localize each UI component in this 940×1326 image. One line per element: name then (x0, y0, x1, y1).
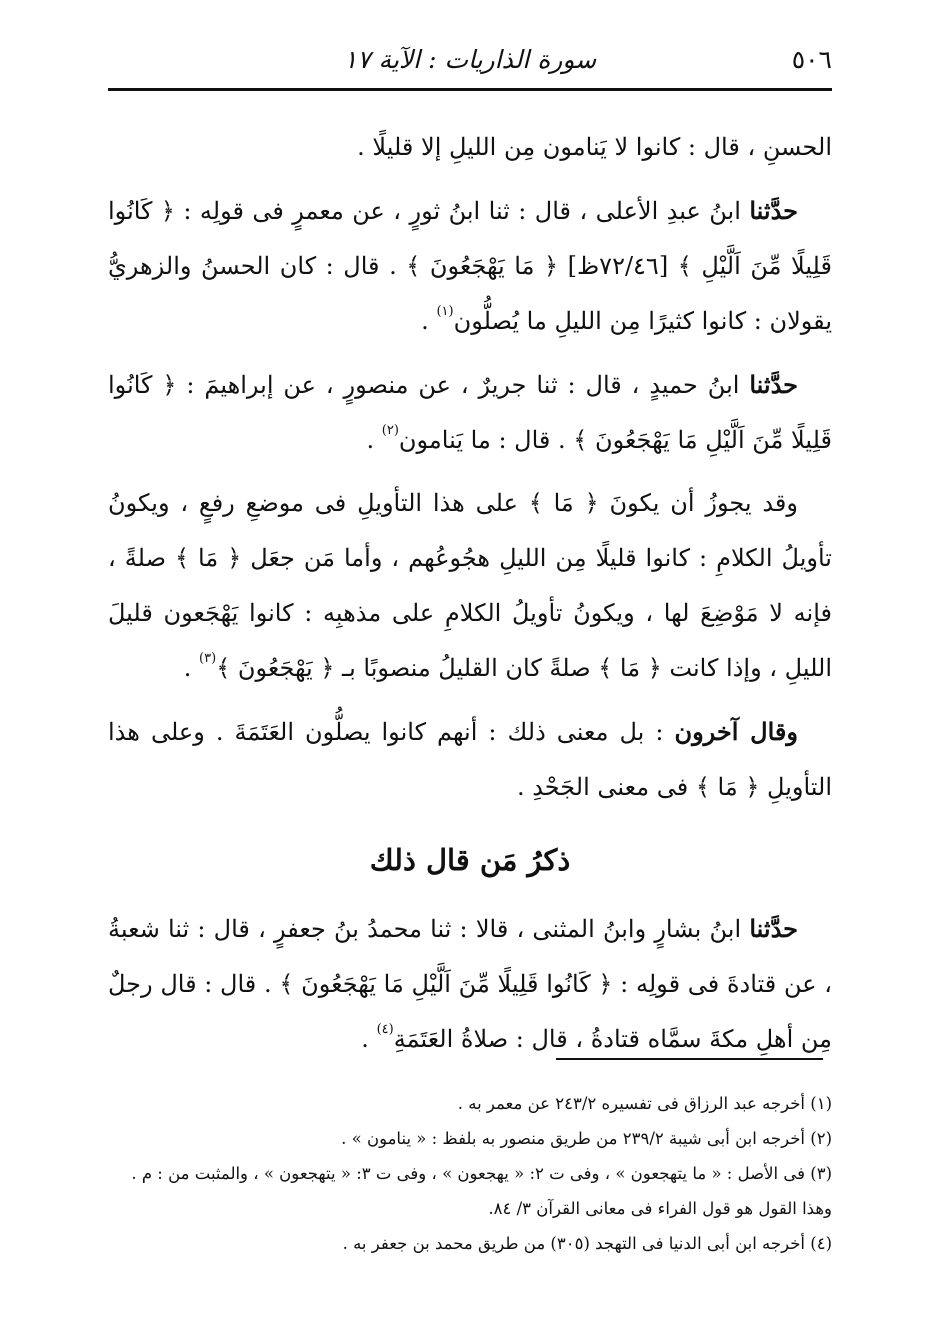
narration-lead: حدَّثنا (749, 370, 798, 399)
quran-quote: ﴿ كَانُوا قَلِيلًا مِّنَ اَلَّيْلِ مَا يَهْجَعُونَ ﴾ (108, 371, 832, 454)
paragraph-6 (108, 901, 832, 1067)
quran-quote: ﴿ مَا ﴾ (695, 773, 760, 801)
page-header (108, 34, 832, 84)
footnote-4: (٤) أخرجه ابن أبى الدنيا فى التهجد (٣٠٥) من طريق محمد بن جعفر به . (342, 1234, 832, 1253)
paragraph-text: . قال : ما يَنامون (398, 426, 574, 454)
paragraph-text: على هذا التأويلِ فى موضعِ رفعٍ ، ويكونُ تأويلُ الكلامِ : كانوا قليلًا مِن الليلِ هجُوعُهم ، وأما مَن جعَل (108, 489, 832, 572)
footnote-marker: (٣) (199, 651, 217, 666)
paragraph-3 (108, 357, 832, 468)
paragraph-text: ابنُ حميدٍ ، قال : ثنا جريرٌ ، عن منصورٍ ، عن إبراهيمَ : (176, 371, 750, 399)
paragraph-end: . (421, 307, 437, 335)
main-text (108, 120, 832, 1075)
paragraph-text: ابنُ عبدِ الأعلى ، قال : ثنا ابنُ ثورٍ ، عن معمرٍ فى قولِه : (174, 197, 750, 225)
paragraph-1 (108, 120, 832, 175)
quran-quote: ﴿ مَا ﴾ (598, 654, 662, 682)
section-heading: ذكرُ مَن قال ذلك (369, 843, 571, 877)
paragraph-end: . (183, 654, 200, 682)
footnotes (108, 1086, 832, 1261)
quran-quote: ﴿ كَانُوا قَلِيلًا مِّنَ اَلَّيْلِ مَا يَهْجَعُونَ ﴾ (279, 970, 613, 998)
paragraph-5 (108, 704, 832, 815)
footnote-marker: (١) (436, 304, 454, 319)
paragraph-text: صلةً ، فإنه لا مَوْضِعَ لها ، ويكونُ تأويلُ الكلامِ على مذهبِه : كانوا يَهْجَعون قليلَ الليلِ ، وإذا كانت (108, 544, 832, 682)
footnote-3: (٣) فى الأصل : « ما يتهجعون » ، وفى ت ٢: « يهجعون » ، وفى ت ٣: « يتهجعون » ، والمثبت من : م . (131, 1164, 832, 1183)
paragraph-text: وقد يجوزُ أن يكونَ (598, 489, 798, 517)
manuscript-page-ref: [٧٢/٤٦ظ] (567, 252, 669, 280)
paragraph-2 (108, 183, 832, 349)
footnote-marker: (٢) (381, 423, 399, 438)
paragraph-text: ابنُ بشارٍ وابنُ المثنى ، قالا : ثنا محمدُ بنُ جعفرٍ ، قال : ثنا شعبةُ ، عن قتادةَ فى قولِه : (108, 915, 832, 998)
paragraph-text: صلةً كان القليلُ منصوبًا بـ (334, 654, 599, 682)
paragraph-end: . (366, 426, 382, 454)
footnote-3-continued: وهذا القول هو قول الفراء فى معانى القرآن ٣/ ٨٤. (488, 1199, 832, 1218)
paragraph-text: الحسنِ ، قال : كانوا لا يَنامون مِن الليلِ إلا قليلًا . (357, 133, 832, 161)
quran-quote: ﴿ مَا يَهْجَعُونَ ﴾ (406, 252, 568, 280)
narration-lead: حدَّثنا (749, 196, 798, 225)
footnote-rule (556, 1058, 823, 1060)
paragraph-text: فى معنى الجَحْدِ . (516, 773, 696, 801)
quran-quote: ﴿ مَا ﴾ (528, 489, 599, 517)
paragraph-text: . قال : قال رجلٌ مِن أهلِ مكةَ سمَّاه قتادةُ ، قال : صلاةُ العَتَمَةِ (108, 970, 832, 1053)
footnote-2: (٢) أخرجه ابن أبى شيبة ٢٣٩/٢ من طريق منصور به بلفظ : « ينامون » . (341, 1129, 832, 1148)
footnote-1: (١) أخرجه عبد الرزاق فى تفسيره ٢٤٣/٢ عن معمر به . (457, 1094, 832, 1113)
footnote-marker: (٤) (376, 1022, 394, 1037)
narration-lead: حدَّثنا (749, 914, 798, 943)
quran-quote: ﴿ يَهْجَعُونَ ﴾ (216, 654, 335, 682)
narration-lead: وقال آخرون (674, 717, 798, 746)
running-title: سورة الذاريات : الآية ١٧ (343, 44, 597, 74)
paragraph-4 (108, 476, 832, 696)
page-number: ٥٠٦ (791, 44, 832, 74)
quran-quote: ﴿ مَا ﴾ (174, 544, 242, 572)
header-rule (108, 88, 832, 91)
paragraph-end: . (361, 1025, 377, 1053)
paragraph-text: . قال : كان الحسنُ والزهريُّ يقولان : كانوا كثيرًا مِن الليلِ ما يُصلُّون (108, 252, 832, 335)
quran-quote: ﴿ كَانُوا قَلِيلًا مِّنَ اَلَّيْلِ ﴾ (108, 197, 832, 280)
paragraph-text: : بل معنى ذلك : أنهم كانوا يصلُّون العَتَمَةَ . وعلى هذا التأويلِ (108, 718, 832, 801)
